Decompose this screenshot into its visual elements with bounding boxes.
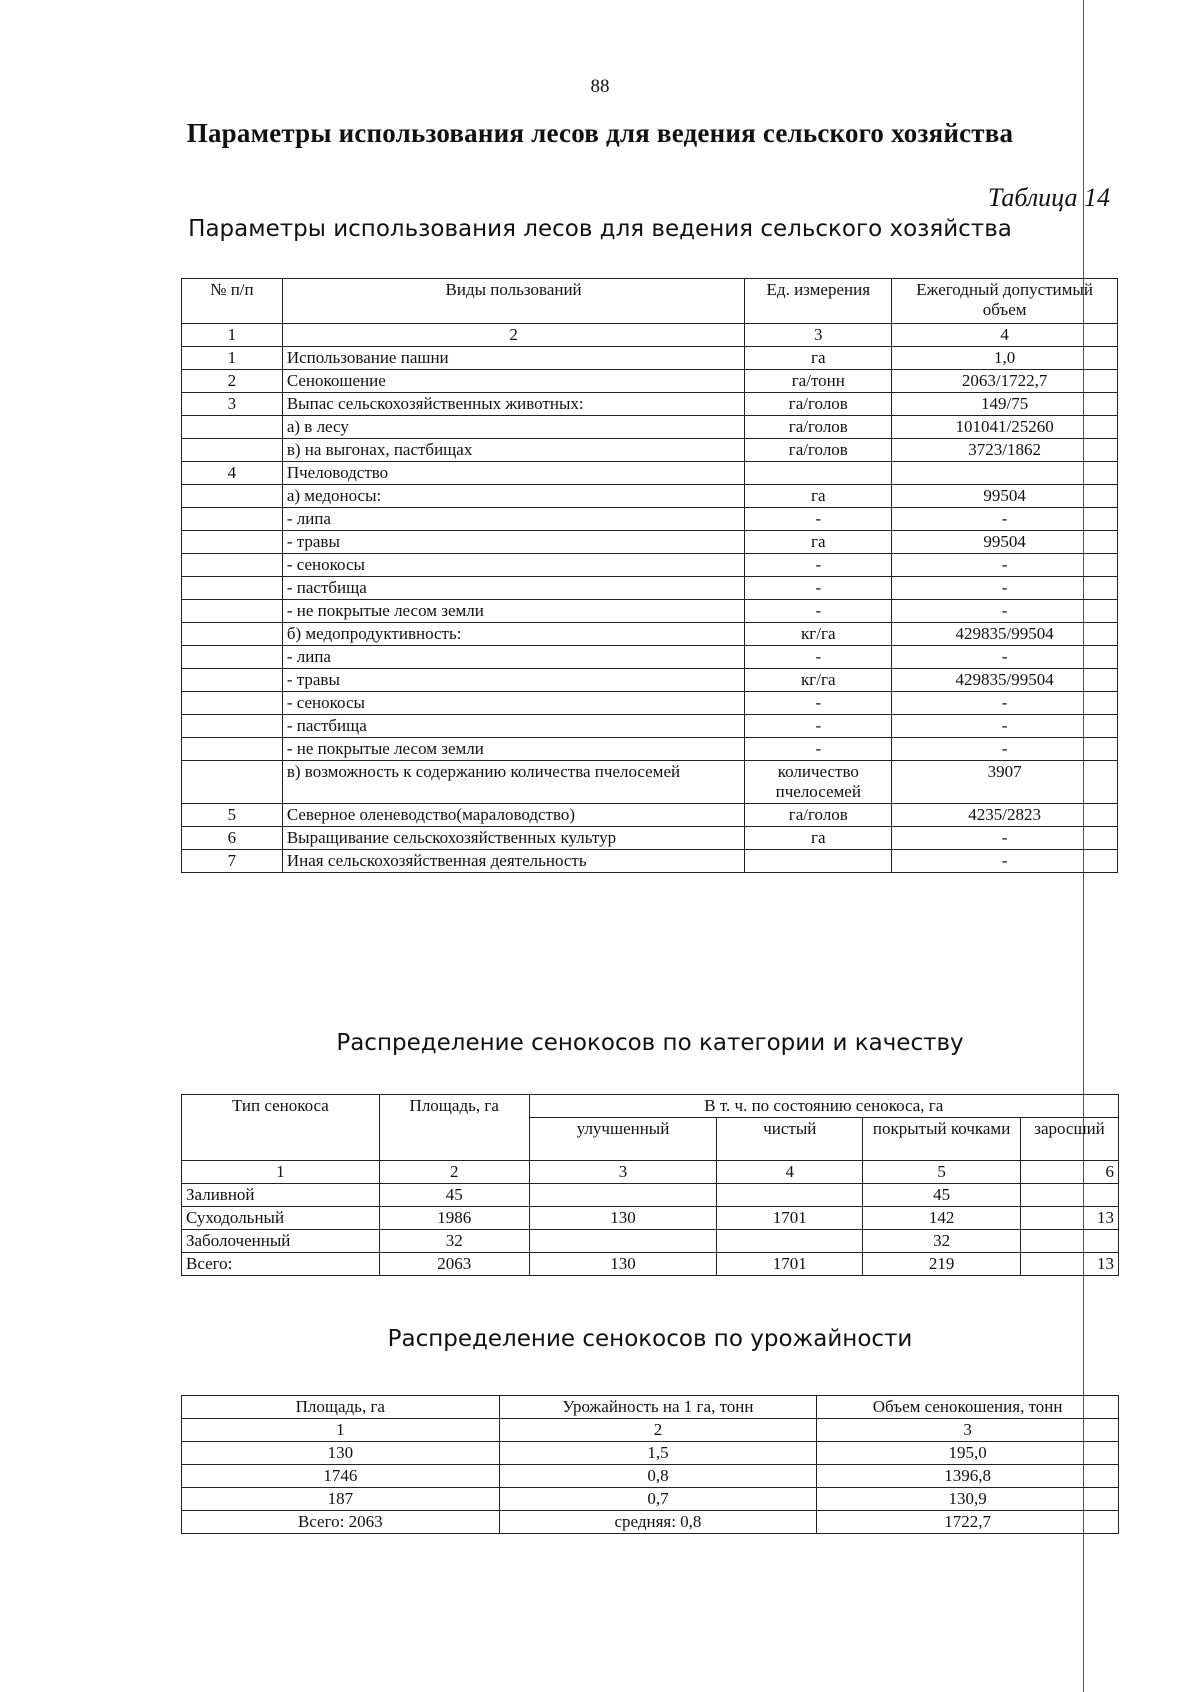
col-number: 3 <box>529 1161 717 1184</box>
column-number-row <box>182 1161 1119 1184</box>
table-cell: - <box>892 738 1118 761</box>
table-cell: кг/га <box>745 623 892 646</box>
header-cell: Виды пользований <box>282 279 745 324</box>
table-row <box>182 1465 1119 1488</box>
table-cell: Заболоченный <box>182 1230 380 1253</box>
table-cell <box>1021 1230 1119 1253</box>
table-body <box>182 347 1118 873</box>
col-number: 1 <box>182 324 283 347</box>
table-cell: 2063 <box>379 1253 529 1276</box>
table-cell: 5 <box>182 804 283 827</box>
column-number-row <box>182 324 1118 347</box>
table-row <box>182 623 1118 646</box>
page-number: 88 <box>590 76 610 97</box>
table-row <box>182 1230 1119 1253</box>
table-cell: га <box>745 485 892 508</box>
table-cell: 429835/99504 <box>892 623 1118 646</box>
hayfield-category-table <box>181 1094 1119 1276</box>
table-cell: - <box>745 508 892 531</box>
table-cell: 2063/1722,7 <box>892 370 1118 393</box>
table-cell: 130 <box>529 1207 717 1230</box>
table-row <box>182 531 1118 554</box>
table-cell <box>182 715 283 738</box>
header-cell: улучшенный <box>529 1118 717 1161</box>
table-cell <box>717 1184 863 1207</box>
table-cell: а) в лесу <box>282 416 745 439</box>
table-row <box>182 1488 1119 1511</box>
table-cell: - <box>745 738 892 761</box>
table-cell <box>182 646 283 669</box>
table-cell: б) медопродуктивность: <box>282 623 745 646</box>
table-cell: 101041/25260 <box>892 416 1118 439</box>
table-row <box>182 804 1118 827</box>
table-cell: - <box>892 646 1118 669</box>
table-cell: Всего: <box>182 1253 380 1276</box>
table-cell: 3907 <box>892 761 1118 804</box>
table-row <box>182 1511 1119 1534</box>
table-cell: 1,0 <box>892 347 1118 370</box>
col-number: 6 <box>1021 1161 1119 1184</box>
table-cell: Северное оленеводство(мараловодство) <box>282 804 745 827</box>
table-row <box>182 669 1118 692</box>
table-cell: средняя: 0,8 <box>499 1511 817 1534</box>
table-cell: 4235/2823 <box>892 804 1118 827</box>
table-cell: га <box>745 347 892 370</box>
table-cell <box>182 577 283 600</box>
header-cell: Ежегодный допустимый объем <box>892 279 1118 324</box>
col-number: 1 <box>182 1419 500 1442</box>
table-cell: 3 <box>182 393 283 416</box>
table-cell <box>182 669 283 692</box>
col-number: 4 <box>892 324 1118 347</box>
table-cell: 195,0 <box>817 1442 1119 1465</box>
table-cell: 1 <box>182 347 283 370</box>
table-cell: - липа <box>282 508 745 531</box>
table-cell: - <box>892 600 1118 623</box>
table-row <box>182 485 1118 508</box>
table-row <box>182 347 1118 370</box>
table-cell <box>745 850 892 873</box>
table-cell <box>182 623 283 646</box>
table-cell: Всего: 2063 <box>182 1511 500 1534</box>
table-row <box>182 370 1118 393</box>
header-cell: чистый <box>717 1118 863 1161</box>
table-cell: Сенокошение <box>282 370 745 393</box>
table-row <box>182 692 1118 715</box>
table-cell: количество пчелосемей <box>745 761 892 804</box>
table-cell <box>1021 1184 1119 1207</box>
table-cell: Заливной <box>182 1184 380 1207</box>
table-cell: 13 <box>1021 1207 1119 1230</box>
table-cell: 0,8 <box>499 1465 817 1488</box>
table-cell: га <box>745 531 892 554</box>
col-number: 2 <box>499 1419 817 1442</box>
table-body <box>182 1442 1119 1534</box>
table-cell: 219 <box>863 1253 1021 1276</box>
table-cell: в) возможность к содержанию количества пчелосемей <box>282 761 745 804</box>
table-cell <box>182 761 283 804</box>
table-cell: га/голов <box>745 393 892 416</box>
table-cell: 6 <box>182 827 283 850</box>
table-cell: 32 <box>379 1230 529 1253</box>
table-cell: Иная сельскохозяйственная деятельность <box>282 850 745 873</box>
table-header-row <box>182 1095 1119 1118</box>
table-cell: 45 <box>863 1184 1021 1207</box>
header-group-cell: В т. ч. по состоянию сенокоса, га <box>529 1095 1118 1118</box>
table-row <box>182 827 1118 850</box>
table-row <box>182 850 1118 873</box>
table3-subtitle: Распределение сенокосов по урожайности <box>387 1326 913 1352</box>
table-cell: - <box>892 827 1118 850</box>
table-cell <box>529 1184 717 1207</box>
table-cell: 187 <box>182 1488 500 1511</box>
table-cell: га/голов <box>745 439 892 462</box>
table-row <box>182 462 1118 485</box>
table-cell: 1701 <box>717 1253 863 1276</box>
col-number: 3 <box>817 1419 1119 1442</box>
table-cell <box>182 600 283 623</box>
table-cell <box>717 1230 863 1253</box>
table-cell: 130 <box>182 1442 500 1465</box>
table-row <box>182 600 1118 623</box>
table-cell: 1722,7 <box>817 1511 1119 1534</box>
table-cell: 1701 <box>717 1207 863 1230</box>
table-row <box>182 554 1118 577</box>
header-cell: № п/п <box>182 279 283 324</box>
table-cell: 1396,8 <box>817 1465 1119 1488</box>
table-body <box>182 1184 1119 1276</box>
header-cell: покрытый кочками <box>863 1118 1021 1161</box>
table-row <box>182 1253 1119 1276</box>
table-row <box>182 439 1118 462</box>
header-cell: Объем сенокошения, тонн <box>817 1396 1119 1419</box>
header-cell: заросший <box>1021 1118 1119 1161</box>
table-cell: 99504 <box>892 485 1118 508</box>
table-row <box>182 1207 1119 1230</box>
header-cell: Тип сенокоса <box>182 1095 380 1161</box>
header-cell: Площадь, га <box>379 1095 529 1161</box>
table-cell: 32 <box>863 1230 1021 1253</box>
table-row <box>182 761 1118 804</box>
table-header-row <box>182 279 1118 324</box>
table-cell: 4 <box>182 462 283 485</box>
table-cell <box>182 692 283 715</box>
table-cell: - пастбища <box>282 715 745 738</box>
table-cell: га/голов <box>745 416 892 439</box>
table-cell: 45 <box>379 1184 529 1207</box>
table-row <box>182 1442 1119 1465</box>
table-cell <box>182 416 283 439</box>
table-cell: - <box>892 692 1118 715</box>
table-cell: 429835/99504 <box>892 669 1118 692</box>
table-cell <box>182 485 283 508</box>
table-cell: - <box>892 577 1118 600</box>
table-cell: - <box>892 715 1118 738</box>
table-cell: - <box>745 600 892 623</box>
table-row <box>182 416 1118 439</box>
table-cell: - <box>892 508 1118 531</box>
table-cell: 142 <box>863 1207 1021 1230</box>
table-cell: Выращивание сельскохозяйственных культур <box>282 827 745 850</box>
table-cell: - не покрытые лесом земли <box>282 738 745 761</box>
table-cell <box>745 462 892 485</box>
table-cell <box>182 531 283 554</box>
table-cell: 3723/1862 <box>892 439 1118 462</box>
table-cell: Суходольный <box>182 1207 380 1230</box>
table-cell: - сенокосы <box>282 554 745 577</box>
table-cell: га/тонн <box>745 370 892 393</box>
table-row <box>182 646 1118 669</box>
header-cell: Площадь, га <box>182 1396 500 1419</box>
table-row <box>182 577 1118 600</box>
table-label: Таблица 14 <box>987 183 1110 212</box>
col-number: 2 <box>282 324 745 347</box>
table-cell: кг/га <box>745 669 892 692</box>
table-cell: а) медоносы: <box>282 485 745 508</box>
table-cell: Выпас сельскохозяйственных животных: <box>282 393 745 416</box>
table-cell: в) на выгонах, пастбищах <box>282 439 745 462</box>
table-cell: - <box>745 577 892 600</box>
table-cell: - липа <box>282 646 745 669</box>
table1-subtitle: Параметры использования лесов для ведения сельского хозяйства <box>188 216 1012 242</box>
table-cell: 13 <box>1021 1253 1119 1276</box>
table-cell: 1,5 <box>499 1442 817 1465</box>
col-number: 1 <box>182 1161 380 1184</box>
table-cell: Пчеловодство <box>282 462 745 485</box>
table-cell <box>182 508 283 531</box>
table-cell: 149/75 <box>892 393 1118 416</box>
col-number: 4 <box>717 1161 863 1184</box>
table-row <box>182 715 1118 738</box>
table-cell <box>529 1230 717 1253</box>
table-row <box>182 738 1118 761</box>
table2-subtitle: Распределение сенокосов по категории и качеству <box>336 1030 964 1056</box>
table-row <box>182 393 1118 416</box>
col-number: 5 <box>863 1161 1021 1184</box>
table-cell: 130 <box>529 1253 717 1276</box>
table-cell: 0,7 <box>499 1488 817 1511</box>
table-cell <box>892 462 1118 485</box>
table-cell: 2 <box>182 370 283 393</box>
table-cell: га/голов <box>745 804 892 827</box>
table-cell: - травы <box>282 531 745 554</box>
table-cell <box>182 738 283 761</box>
table-cell <box>182 439 283 462</box>
table-row <box>182 508 1118 531</box>
hayfield-yield-table <box>181 1395 1119 1534</box>
table-cell: 130,9 <box>817 1488 1119 1511</box>
table-cell: - пастбища <box>282 577 745 600</box>
table-cell: - <box>745 715 892 738</box>
table-cell: - <box>892 554 1118 577</box>
table-cell: га <box>745 827 892 850</box>
table-cell: 99504 <box>892 531 1118 554</box>
table-cell: - <box>892 850 1118 873</box>
header-cell: Урожайность на 1 га, тонн <box>499 1396 817 1419</box>
table-cell: - травы <box>282 669 745 692</box>
table-header-row <box>182 1396 1119 1419</box>
forest-use-table <box>181 278 1118 873</box>
table-cell: - сенокосы <box>282 692 745 715</box>
table-cell: Использование пашни <box>282 347 745 370</box>
table-cell: - не покрытые лесом земли <box>282 600 745 623</box>
header-cell: Ед. измерения <box>745 279 892 324</box>
col-number: 3 <box>745 324 892 347</box>
table-cell: - <box>745 554 892 577</box>
table-cell: 1746 <box>182 1465 500 1488</box>
col-number: 2 <box>379 1161 529 1184</box>
table-row <box>182 1184 1119 1207</box>
table-cell: - <box>745 646 892 669</box>
table-cell <box>182 554 283 577</box>
table-cell: 7 <box>182 850 283 873</box>
column-number-row <box>182 1419 1119 1442</box>
table-cell: - <box>745 692 892 715</box>
page-heading: Параметры использования лесов для ведения сельского хозяйства <box>186 118 1014 148</box>
table-cell: 1986 <box>379 1207 529 1230</box>
